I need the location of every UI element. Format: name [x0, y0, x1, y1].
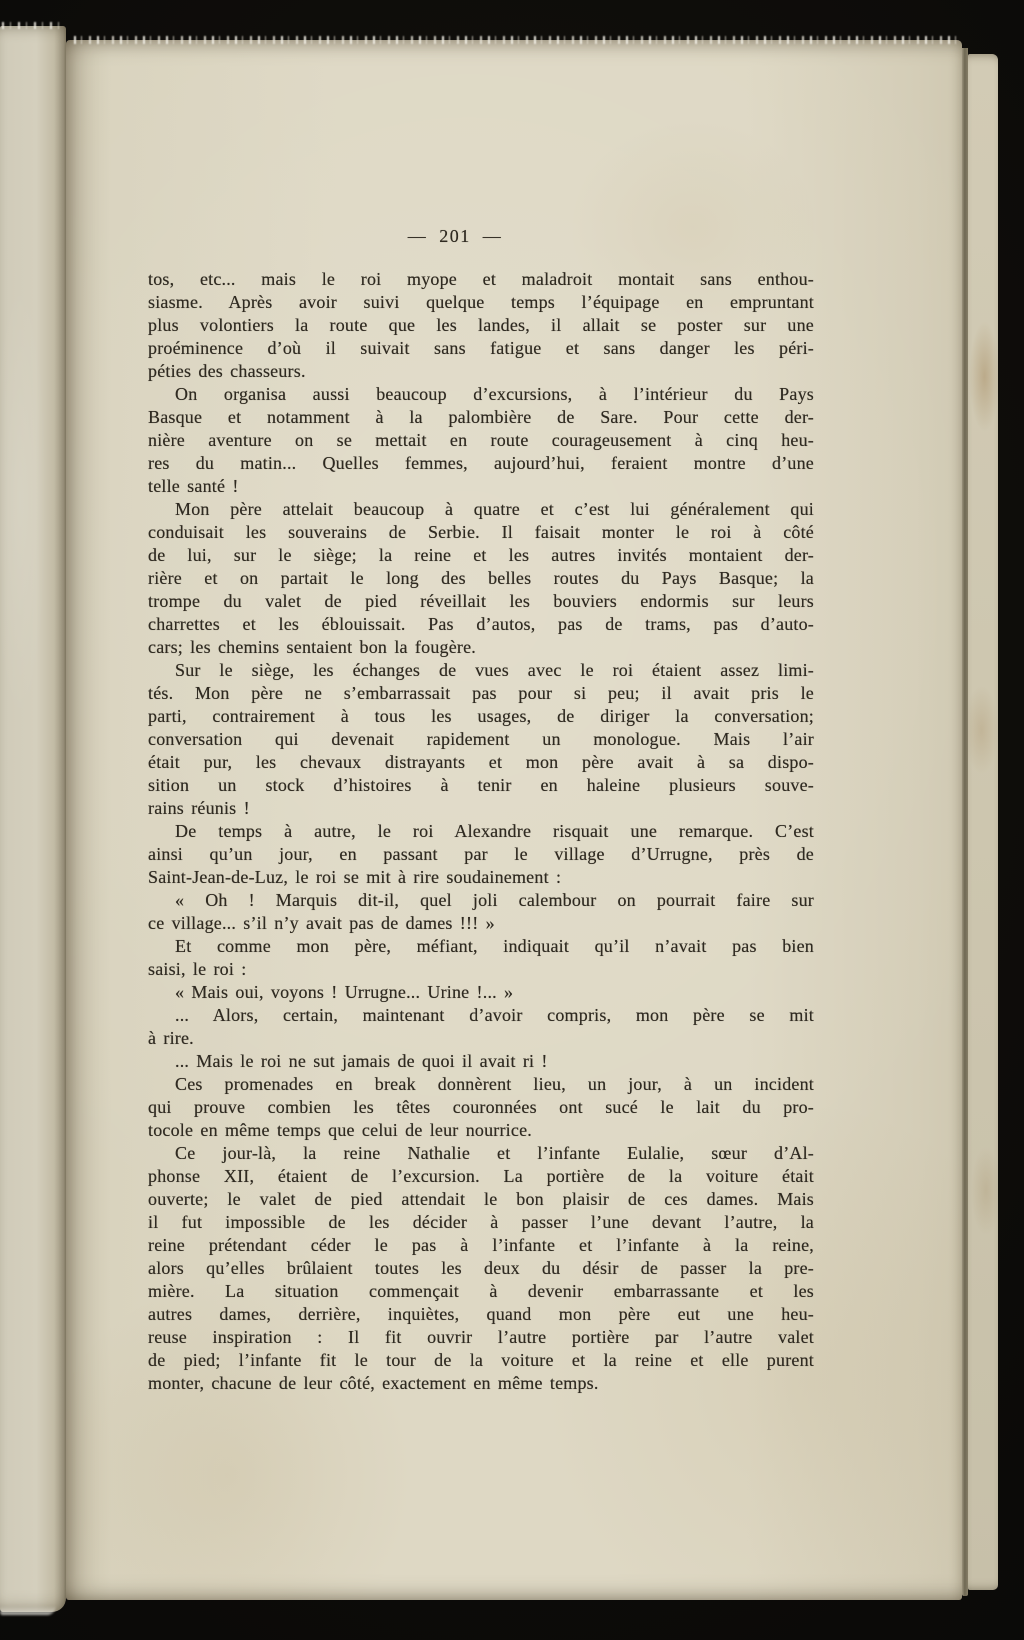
text-line: à rire.	[148, 1028, 194, 1048]
text-line: Saint-Jean-de-Luz, le roi se mit à rire soudainement :	[148, 867, 562, 887]
text-line: res du matin... Quelles femmes, aujourd’hui, feraient montre d’une	[148, 453, 814, 473]
text-line: Et comme mon père, méfiant, indiquait qu’il n’avait pas bien	[175, 936, 814, 956]
adjacent-page-edge	[968, 54, 998, 1590]
text-line: monter, chacune de leur côté, exactement en même temps.	[148, 1373, 599, 1393]
text-line: plus volontiers la route que les landes, il allait se poster sur une	[148, 315, 814, 335]
text-line: de pied; l’infante fit le tour de la voiture et la reine et elle purent	[148, 1350, 814, 1370]
text-line: conversation qui devenait rapidement un monologue. Mais l’air	[148, 729, 814, 749]
text-line: tés. Mon père ne s’embarrassait pas pour si peu; il avait pris le	[148, 683, 814, 703]
text-line: Ces promenades en break donnèrent lieu, un jour, à un incident	[175, 1074, 814, 1094]
text-line: rière et on partait le long des belles routes du Pays Basque; la	[148, 568, 814, 588]
previous-page-edge	[0, 26, 66, 1612]
text-line: parti, contrairement à tous les usages, de diriger la conversation;	[148, 706, 814, 726]
text-line: rains réunis !	[148, 798, 250, 818]
text-line: était pur, les chevaux distrayants et mon père avait à sa dispo-	[148, 752, 814, 772]
text-line: Mon père attelait beaucoup à quatre et c’est lui généralement qui	[175, 499, 814, 519]
text-line: reine prétendant céder le pas à l’infante et l’infante à la reine,	[148, 1235, 814, 1255]
text-line: ce village... s’il n’y avait pas de dames !!! »	[148, 913, 495, 933]
text-line: proéminence d’où il suivait sans fatigue et sans danger les péri-	[148, 338, 814, 358]
text-line: Sur le siège, les échanges de vues avec le roi étaient assez limi-	[175, 660, 814, 680]
text-line: reuse inspiration : Il fit ouvrir l’autre portière par l’autre valet	[148, 1327, 814, 1347]
text-line: « Mais oui, voyons ! Urrugne... Urine !... »	[175, 982, 514, 1002]
text-line: Ce jour-là, la reine Nathalie et l’infante Eulalie, sœur d’Al-	[175, 1143, 814, 1163]
text-line: qui prouve combien les têtes couronnées ont sucé le lait du pro-	[148, 1097, 814, 1117]
text-line: ouverte; le valet de pied attendait le bon plaisir de ces dames. Mais	[148, 1189, 814, 1209]
text-line: phonse XII, étaient de l’excursion. La portière de la voiture était	[148, 1166, 814, 1186]
page-number: — 201 —	[407, 226, 503, 246]
text-block	[148, 268, 814, 1395]
text-line: On organisa aussi beaucoup d’excursions, à l’intérieur du Pays	[175, 384, 814, 404]
text-line: cars; les chemins sentaient bon la fougère.	[148, 637, 476, 657]
text-line: sition un stock d’histoires à tenir en haleine plusieurs souve-	[148, 775, 814, 795]
text-line: siasme. Après avoir suivi quelque temps l’équipage en empruntant	[148, 292, 814, 312]
text-line: nière aventure on se mettait en route courageusement à cinq heu-	[148, 430, 814, 450]
text-line: alors qu’elles brûlaient toutes les deux du désir de passer la pre-	[148, 1258, 814, 1278]
text-line: de lui, sur le siège; la reine et les autres invités montaient der-	[148, 545, 814, 565]
text-line: péties des chasseurs.	[148, 361, 306, 381]
text-line: conduisait les souverains de Serbie. Il faisait monter le roi à côté	[148, 522, 814, 542]
text-line: saisi, le roi :	[148, 959, 247, 979]
text-line: il fut impossible de les décider à passer l’une devant l’autre, la	[148, 1212, 814, 1232]
text-line: charrettes et les éblouissait. Pas d’autos, pas de trams, pas d’auto-	[148, 614, 814, 634]
text-line: autres dames, derrière, inquiètes, quand mon père eut une heu-	[148, 1304, 814, 1324]
text-line: trompe du valet de pied réveillait les bouviers endormis sur leurs	[148, 591, 814, 611]
book-page	[66, 40, 962, 1600]
text-line: ... Alors, certain, maintenant d’avoir compris, mon père se mit	[175, 1005, 814, 1025]
text-line: tos, etc... mais le roi myope et maladroit montait sans enthou-	[148, 269, 814, 289]
text-line: tocole en même temps que celui de leur nourrice.	[148, 1120, 532, 1140]
text-line: mière. La situation commençait à devenir embarrassante et les	[148, 1281, 814, 1301]
text-line: ainsi qu’un jour, en passant par le village d’Urrugne, près de	[148, 844, 814, 864]
text-line: ... Mais le roi ne sut jamais de quoi il avait ri !	[175, 1051, 548, 1071]
text-line: De temps à autre, le roi Alexandre risquait une remarque. C’est	[175, 821, 814, 841]
text-line: « Oh ! Marquis dit-il, quel joli calembour on pourrait faire sur	[175, 890, 814, 910]
text-line: Basque et notamment à la palombière de Sare. Pour cette der-	[148, 407, 814, 427]
text-line: telle santé !	[148, 476, 239, 496]
